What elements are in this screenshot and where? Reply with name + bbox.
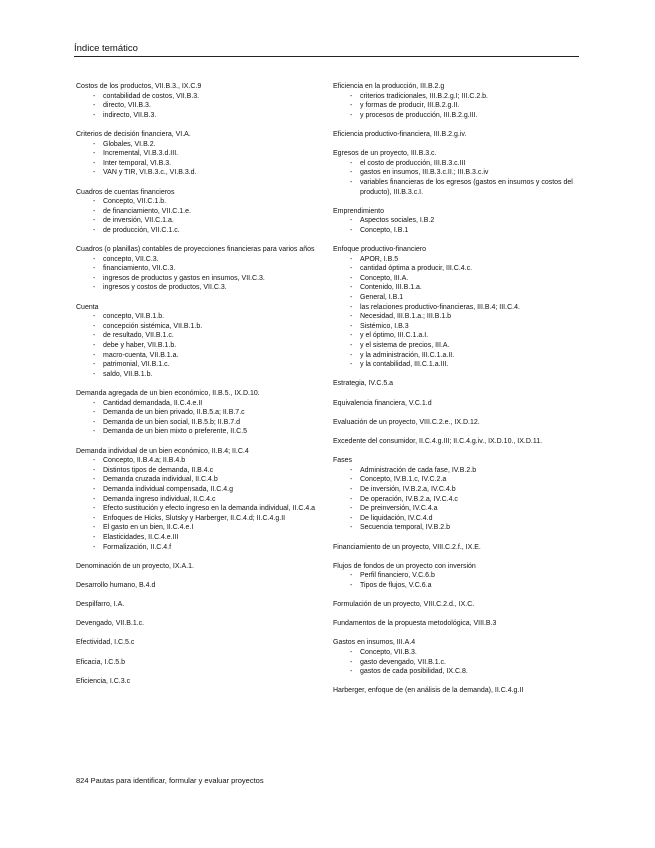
index-term: Cuadros de cuentas financieros: [76, 188, 175, 196]
left-index-column: [76, 82, 324, 696]
index-entry: [76, 188, 324, 236]
index-subentry: - patrimonial, VII.B.1.c.: [76, 360, 324, 370]
index-term: Devengado, VII.B.1.c.: [76, 620, 145, 628]
index-subentry: - De preinversión, IV.C.4.a: [333, 504, 583, 514]
right-index-column: [333, 82, 583, 706]
index-entry: [333, 207, 583, 236]
index-subentry: - Contenido, III.B.1.a.: [333, 283, 583, 293]
index-entry: [333, 543, 583, 553]
index-term: Demanda agregada de un bien económico, II.B.5., IX.D.10.: [76, 390, 260, 397]
index-entry: [333, 562, 583, 591]
index-entry: [76, 600, 324, 610]
index-subentry: - Formalización, II.C.4.f: [76, 543, 324, 553]
index-subentries: [333, 255, 583, 370]
index-entry: [333, 379, 583, 389]
index-subentry: - indirecto, VII.B.3.: [76, 111, 324, 121]
index-entry: [333, 82, 583, 120]
index-subentry: - Demanda de un bien social, II.B.5.b; II.B.7.d: [76, 418, 324, 428]
index-subentry: - financiamiento, VII.C.3.: [76, 264, 324, 274]
index-term: Excedente del consumidor, II.C.4.g.III; II.C.4.g.iv., IX.D.10., IX.D.11.: [333, 437, 543, 445]
index-subentries: [333, 571, 583, 590]
index-subentries: [333, 648, 583, 677]
index-entry: [333, 456, 583, 533]
index-subentries: [333, 92, 583, 121]
index-subentry: - gastos de cada posibilidad, IX.C.8.: [333, 667, 583, 677]
index-subentry: - criterios tradicionales, III.B.2.g.I; III.C.2.b.: [333, 92, 583, 102]
header-title: Índice temático: [74, 43, 138, 54]
index-subentry: - El gasto en un bien, II.C.4.e.I: [76, 523, 324, 533]
index-subentry: - Concepto, II.B.4.a; II.B.4.b: [76, 456, 324, 466]
index-subentry: - de financiamiento, VII.C.1.e.: [76, 207, 324, 217]
index-term: Egresos de un proyecto, III.B.3.c.: [333, 150, 437, 158]
index-entry: [76, 303, 324, 380]
index-subentry: - Incremental, VI.B.3.d.III.: [76, 149, 324, 159]
index-subentry: - concepto, VII.C.3.: [76, 255, 324, 265]
index-entry: [333, 619, 583, 629]
index-subentry: - macro-cuenta, VII.B.1.a.: [76, 351, 324, 361]
index-subentry: - y procesos de producción, III.B.2.g.III.: [333, 111, 583, 121]
index-subentry: - Secuencia temporal, IV.B.2.b: [333, 523, 583, 533]
index-subentry: - de producción, VII.C.1.c.: [76, 226, 324, 236]
index-subentry: - Demanda de un bien mixto o preferente, II.C.5: [76, 427, 324, 437]
index-term: Gastos en insumos, III.A.4: [333, 639, 416, 647]
index-subentry: - Demanda ingreso individual, II.C.4.c: [76, 495, 324, 505]
index-subentry: - concepción sistémica, VII.B.1.b.: [76, 322, 324, 332]
index-subentry: - y el óptimo, III.C.1.a.I.: [333, 331, 583, 341]
index-subentry: - Efecto sustitución y efecto ingreso en la demanda individual, II.C.4.a: [76, 504, 324, 514]
index-subentry: - Concepto, I.B.1: [333, 226, 583, 236]
index-term: Eficacia, I.C.5.b: [76, 658, 126, 666]
index-entry: [333, 245, 583, 370]
index-term: Flujos de fondos de un proyecto con inversión: [333, 562, 476, 570]
index-term: Criterios de decisión financiera, VI.A.: [76, 130, 191, 138]
index-subentry: - Administración de cada fase, IV.B.2.b: [333, 466, 583, 476]
index-subentries: [333, 216, 583, 235]
index-subentries: [333, 466, 583, 533]
index-subentry: - Tipos de flujos, V.C.6.a: [333, 581, 583, 591]
index-subentry: - cantidad óptima a producir, III.C.4.c.: [333, 264, 583, 274]
index-term: Harberger, enfoque de (en análisis de la demanda), II.C.4.g.II: [333, 687, 524, 695]
index-term: Equivalencia financiera, V.C.1.d: [333, 399, 432, 407]
index-subentry: - y la contabilidad, III.C.1.a.III.: [333, 360, 583, 370]
index-term: Enfoque productivo-financiero: [333, 246, 427, 254]
index-entry: [333, 686, 583, 696]
index-subentry: - variables financieras de los egresos (gastos en insumos y costos del producto), III.B.3.c.I.: [333, 178, 583, 197]
index-term: Efectividad, I.C.5.c: [76, 639, 135, 647]
index-subentry: - De inversión, IV.B.2.a, IV.C.4.b: [333, 485, 583, 495]
page-header: [74, 43, 579, 57]
index-subentry: - VAN y TIR, VI.B.3.c., VI.B.3.d.: [76, 168, 324, 178]
index-term: Despilfarro, I.A.: [76, 601, 125, 609]
page-footer: [76, 776, 264, 785]
index-subentry: - de resultado, VII.B.1.c.: [76, 331, 324, 341]
index-term: Costos de los productos, VII.B.3., IX.C.9: [76, 83, 202, 90]
index-term: Cuadros (o planillas) contables de proyecciones financieras para varios años: [76, 246, 315, 254]
index-subentry: - y el sistema de precios, III.A.: [333, 341, 583, 351]
index-entry: [76, 130, 324, 178]
index-subentries: [76, 456, 324, 552]
index-subentry: - Concepto, VII.C.1.b.: [76, 197, 324, 207]
index-subentry: - debe y haber, VII.B.1.b.: [76, 341, 324, 351]
index-subentry: - Elasticidades, II.C.4.e.III: [76, 533, 324, 543]
index-subentries: [76, 197, 324, 235]
index-term: Estrategia, IV.C.5.a: [333, 380, 394, 388]
index-term: Financiamiento de un proyecto, VIII.C.2.f., IX.E.: [333, 543, 481, 551]
index-subentry: - gasto devengado, VII.B.1.c.: [333, 658, 583, 668]
index-subentry: - De liquidación, IV.C.4.d: [333, 514, 583, 524]
index-subentry: - Aspectos sociales, I.B.2: [333, 216, 583, 226]
index-term: Eficiencia productivo-financiera, III.B.2.g.iv.: [333, 130, 467, 138]
index-subentry: - gastos en insumos, III.B.3.c.II.; III.B.3.c.iv: [333, 168, 583, 178]
index-term: Emprendimiento: [333, 207, 384, 215]
index-subentry: - las relaciones productivo-financieras, III.B.4; III.C.4.: [333, 303, 583, 313]
index-entry: [333, 638, 583, 676]
index-subentry: - Demanda cruzada individual, II.C.4.b: [76, 475, 324, 485]
index-term: Desarrollo humano, B.4.d: [76, 581, 156, 589]
index-entry: [76, 581, 324, 591]
index-entry: [76, 658, 324, 668]
index-term: Eficiencia, I.C.3.c: [76, 677, 131, 685]
index-term: Cuenta: [76, 303, 99, 311]
index-subentry: - Concepto, III.A.: [333, 274, 583, 284]
index-subentry: - Sistémico, I.B.3: [333, 322, 583, 332]
index-entry: [76, 389, 324, 437]
index-entry: [76, 245, 324, 293]
index-term: Eficiencia en la producción, III.B.2.g: [333, 83, 445, 90]
index-entry: [333, 399, 583, 409]
index-subentry: - Perfil financiero, V.C.6.b: [333, 571, 583, 581]
index-subentry: - Demanda de un bien privado, II.B.5.a; II.B.7.c: [76, 408, 324, 418]
index-subentry: - y formas de producir, III.B.2.g.II.: [333, 101, 583, 111]
index-entry: [333, 600, 583, 610]
index-subentry: - saldo, VII.B.1.b.: [76, 370, 324, 380]
index-term: Denominación de un proyecto, IX.A.1.: [76, 562, 194, 570]
index-subentry: - Concepto, VII.B.3.: [333, 648, 583, 658]
index-entry: [333, 130, 583, 140]
index-term: Fases: [333, 457, 353, 465]
index-subentry: - Demanda individual compensada, II.C.4.g: [76, 485, 324, 495]
index-subentry: - APOR, I.B.5: [333, 255, 583, 265]
index-subentries: [76, 92, 324, 121]
index-term: Demanda individual de un bien económico, II.B.4; II.C.4: [76, 447, 249, 455]
index-subentry: - Globales, VI.B.2.: [76, 140, 324, 150]
index-subentry: - y la administración, III.C.1.a.II.: [333, 351, 583, 361]
index-subentry: - Enfoques de Hicks, Slutsky y Harberger, II.C.4.d; II.C.4.g.II: [76, 514, 324, 524]
index-subentry: - Distintos tipos de demanda, II.B.4.c: [76, 466, 324, 476]
index-subentry: - Necesidad, III.B.1.a.; III.B.1.b: [333, 312, 583, 322]
index-subentry: - General, I.B.1: [333, 293, 583, 303]
index-subentries: [76, 140, 324, 178]
index-entry: [333, 149, 583, 197]
index-subentry: - directo, VII.B.3.: [76, 101, 324, 111]
index-subentries: [76, 399, 324, 437]
index-subentry: - contabilidad de costos, VII.B.3.: [76, 92, 324, 102]
index-term: Evaluación de un proyecto, VIII.C.2.e., IX.D.12.: [333, 418, 480, 426]
index-subentry: - Inter temporal, VI.B.3.: [76, 159, 324, 169]
index-subentry: - ingresos y costos de productos, VII.C.3.: [76, 283, 324, 293]
index-subentries: [333, 159, 583, 197]
footer-text: 824 Pautas para identificar, formular y evaluar proyectos: [76, 776, 264, 785]
index-entry: [76, 82, 324, 120]
index-subentries: [76, 255, 324, 293]
index-entry: [76, 677, 324, 687]
index-entry: [333, 418, 583, 428]
index-subentry: - ingresos de productos y gastos en insumos, VII.C.3.: [76, 274, 324, 284]
index-entry: [76, 638, 324, 648]
index-subentry: - Cantidad demandada, II.C.4.e.II: [76, 399, 324, 409]
index-subentry: - el costo de producción, III.B.3.c.III: [333, 159, 583, 169]
index-entry: [333, 437, 583, 447]
index-subentry: - concepto, VII.B.1.b.: [76, 312, 324, 322]
index-term: Formulación de un proyecto, VIII.C.2.d., IX.C.: [333, 601, 475, 609]
index-entry: [76, 619, 324, 629]
index-subentry: - De operación, IV.B.2.a, IV.C.4.c: [333, 495, 583, 505]
index-term: Fundamentos de la propuesta metodológica, VIII.B.3: [333, 620, 497, 628]
index-subentries: [76, 312, 324, 379]
index-entry: [76, 562, 324, 572]
index-subentry: - de inversión, VII.C.1.a.: [76, 216, 324, 226]
index-subentry: - Concepto, IV.B.1.c, IV.C.2.a: [333, 475, 583, 485]
index-entry: [76, 447, 324, 553]
